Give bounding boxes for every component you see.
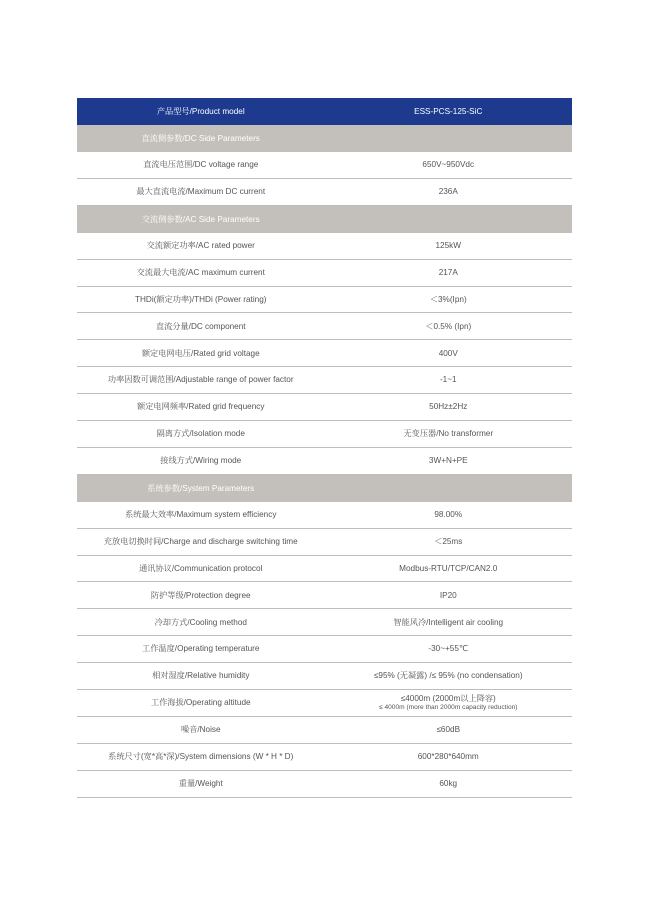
row-label: 相对湿度/Relative humidity [152,671,250,681]
product-model-label: 产品型号/Product model [156,106,245,116]
row-label: 直流分量/DC component [155,321,246,331]
row-label: 系统尺寸(宽*高*深)/System dimensions (W * H * D) [108,752,294,762]
row-label: 直流电压范围/DC voltage range [143,160,259,170]
table-row [77,179,572,206]
table-row [77,233,572,260]
row-value: 217A [438,267,458,277]
table-row [77,394,572,421]
row-value: Modbus-RTU/TCP/CAN2.0 [399,563,498,573]
row-value: 98.00% [434,510,463,520]
row-label: 噪音/Noise [180,725,221,735]
row-label: 工作海拔/Operating altitude [150,698,251,708]
row-value: 236A [438,187,458,197]
table-row [77,313,572,340]
row-label: THDi(额定功率)/THDi (Power rating) [135,294,267,304]
table-row [77,367,572,394]
section-system [77,475,572,502]
section-title: 交流侧参数/AC Side Parameters [141,214,260,224]
row-value: ≤95% (无凝露) /≤ 95% (no condensation) [373,671,523,681]
row-value: ＜3%(Ipn) [429,294,467,304]
row-label: 工作温度/Operating temperature [142,644,260,654]
table-row [77,448,572,475]
section-title: 直流侧参数/DC Side Parameters [141,133,260,143]
row-value: 400V [438,348,458,358]
section-ac-side [77,206,572,233]
table-row [77,556,572,583]
table-row [77,502,572,529]
row-value: 3W+N+PE [428,456,468,466]
row-value: 650V~950Vdc [422,160,475,170]
row-label: 交流额定功率/AC rated power [146,241,255,251]
table-row [77,771,572,798]
spec-table [77,98,572,798]
row-value: 无变压器/No transformer [403,429,494,439]
row-value: 60kg [439,778,458,788]
row-label: 充放电切换时间/Charge and discharge switching time [103,536,298,546]
row-label: 最大直流电流/Maximum DC current [136,187,266,197]
row-value: ≤4000m (2000m以上降容) [400,694,496,704]
section-title: 系统参数/System Parameters [147,483,255,493]
row-value: 50Hz±2Hz [429,402,468,412]
table-row [77,636,572,663]
table-row [77,287,572,314]
row-value-multiline [325,694,573,711]
row-value: 600*280*640mm [417,752,479,762]
table-row [77,690,572,717]
row-label: 功率因数可调范围/Adjustable range of power factor [107,375,294,385]
table-row [77,152,572,179]
section-dc-side [77,125,572,152]
row-label: 系统最大效率/Maximum system efficiency [125,510,277,520]
row-label: 重量/Weight [178,778,223,788]
row-label: 通讯协议/Communication protocol [139,563,263,573]
row-label: 额定电网电压/Rated grid voltage [141,348,260,358]
product-model-row [77,98,572,125]
row-value-note: ≤ 4000m (more than 2000m capacity reduction) [379,703,518,711]
row-value: IP20 [439,590,457,600]
table-row [77,260,572,287]
row-value: ＜0.5% (Ipn) [425,321,472,331]
row-value: -30~+55℃ [428,644,469,654]
table-row [77,582,572,609]
row-value: 智能风冷/Intelligent air cooling [393,617,504,627]
row-label: 额定电网频率/Rated grid frequency [137,402,265,412]
table-row [77,340,572,367]
table-row [77,744,572,771]
row-value: 125kW [435,241,461,251]
table-row [77,663,572,690]
product-model-value: ESS-PCS-125-SiC [414,106,483,116]
table-row [77,529,572,556]
row-label: 接线方式/Wiring mode [160,456,242,466]
row-label: 冷却方式/Cooling method [154,617,247,627]
table-row [77,717,572,744]
row-value: -1~1 [439,375,457,385]
table-row [77,609,572,636]
row-value: ＜25ms [434,536,463,546]
row-label: 隔离方式/Isolation mode [156,429,245,439]
row-value: ≤60dB [436,725,461,735]
table-row [77,421,572,448]
row-label: 防护等级/Protection degree [150,590,251,600]
row-label: 交流最大电流/AC maximum current [136,267,265,277]
